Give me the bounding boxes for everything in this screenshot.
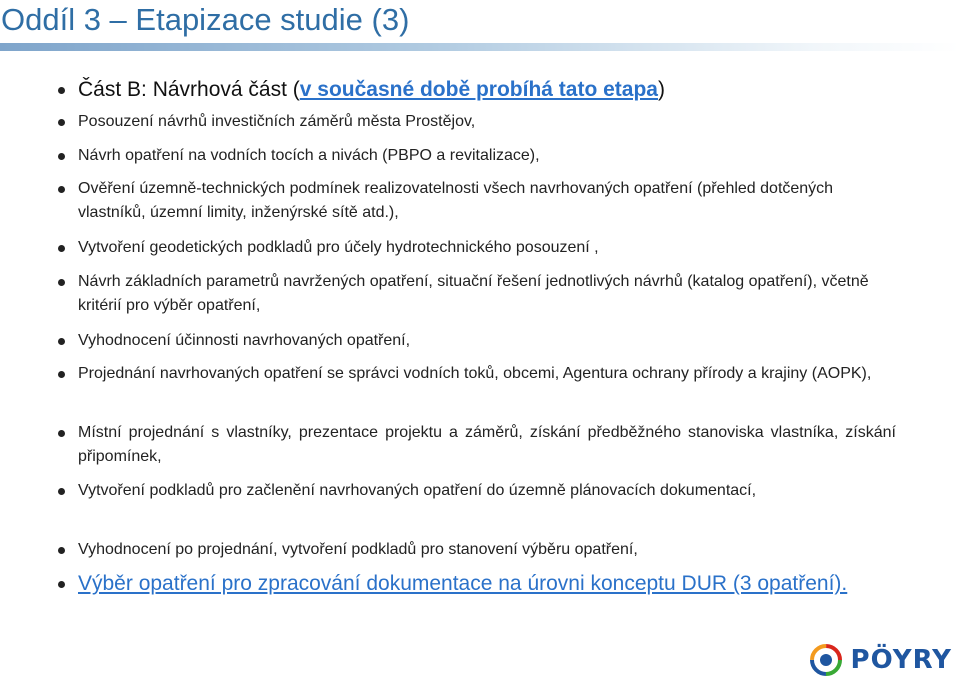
list-item (78, 421, 896, 469)
list-item (78, 236, 896, 260)
list-item-text: Návrh opatření na vodních tocích a nivách (PBPO a revitalizace), (78, 147, 540, 164)
list-item-text: Posouzení návrhů investičních záměrů města Prostějov, (78, 113, 476, 130)
final-selection-link[interactable] (78, 570, 896, 598)
poyry-logo-text: PÖYRY (850, 645, 952, 675)
bullet-icon (58, 547, 65, 554)
lead-prefix: Část B: Návrhová část ( (78, 78, 300, 101)
list-item (78, 110, 896, 134)
bullet-icon (58, 153, 65, 160)
bullet-icon (58, 279, 65, 286)
list-item-text: Vytvoření geodetických podkladů pro účely hydrotechnického posouzení , (78, 239, 599, 256)
list-item-text: Vyhodnocení po projednání, vytvoření podkladů pro stanovení výběru opatření, (78, 541, 638, 558)
bullet-icon (58, 119, 65, 126)
list-item (78, 177, 896, 225)
list-item (78, 329, 896, 353)
bullet-icon (58, 338, 65, 345)
list-item-text: Projednání navrhovaných opatření se správci vodních toků, obcemi, Agentura ochrany přírody a krajiny (AOPK), (78, 365, 872, 382)
list-item-text: Návrh základních parametrů navržených opatření, situační řešení jednotlivých návrhů (katalog opatření), včetně kritérií pro výběr opatření, (78, 273, 869, 314)
bullet-icon (58, 581, 65, 588)
list-item (78, 479, 896, 503)
poyry-logo (809, 643, 952, 677)
list-item (78, 270, 896, 318)
final-selection-text[interactable]: Výběr opatření pro zpracování dokumentace na úrovni konceptu DUR (3 opatření). (78, 572, 848, 595)
list-item (78, 538, 896, 562)
lead-bullet (78, 76, 896, 104)
lead-suffix: ) (658, 78, 665, 101)
list-item (78, 362, 896, 386)
bullet-icon (58, 87, 65, 94)
slide-title: Oddíl 3 – Etapizace studie (3) (1, 2, 410, 37)
list-item-text: Místní projednání s vlastníky, prezentace projektu a záměrů, získání předběžného stanoviska vlastníka, získání připomínek, (78, 424, 896, 465)
list-item-text: Ověření územně-technických podmínek realizovatelnosti všech navrhovaných opatření (přehled dotčených vlastníků, územní limity, inženýrské sítě atd.), (78, 180, 834, 221)
list-item (78, 144, 896, 168)
bullet-icon (58, 186, 65, 193)
list-item-text: Vytvoření podkladů pro začlenění navrhovaných opatření do územně plánovacích dokumentací, (78, 482, 757, 499)
bullet-icon (58, 488, 65, 495)
bullet-icon (58, 245, 65, 252)
bullet-icon (58, 371, 65, 378)
list-item-text: Vyhodnocení účinnosti navrhovaných opatření, (78, 332, 411, 349)
current-stage-highlight: v současné době probíhá tato etapa (299, 78, 658, 101)
poyry-logo-mark-icon (809, 643, 843, 677)
bullet-icon (58, 430, 65, 437)
